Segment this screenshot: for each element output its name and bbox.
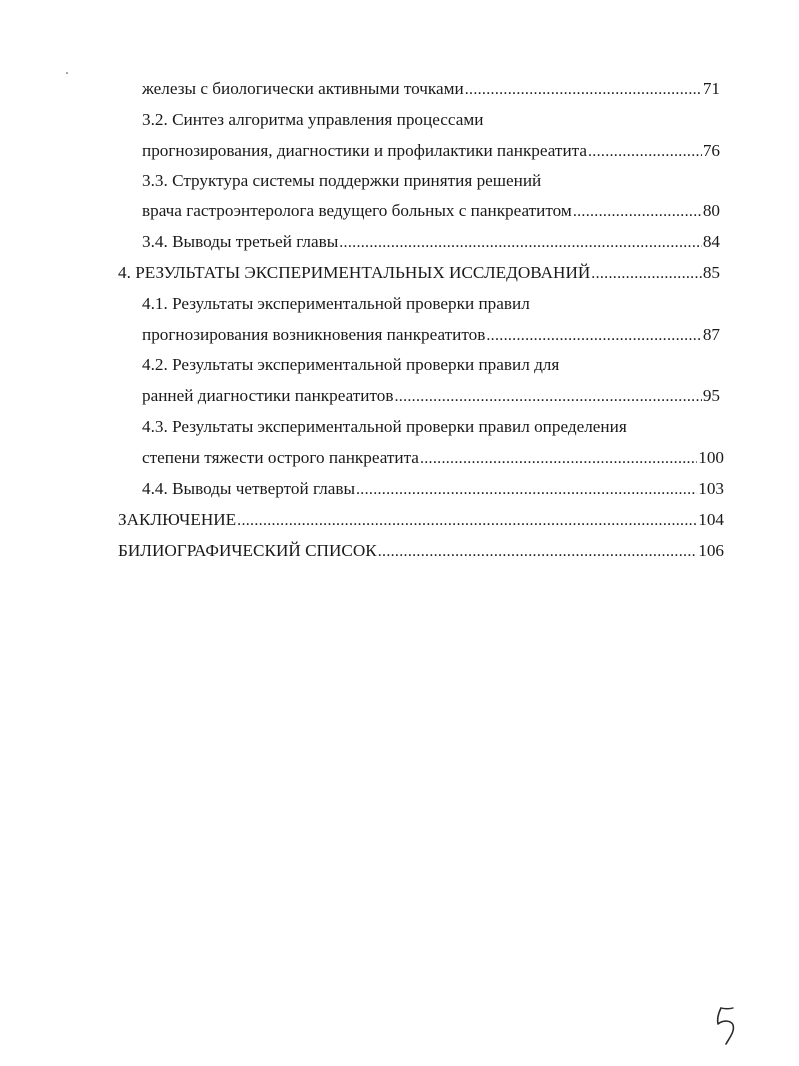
toc-leader-dots <box>356 477 697 503</box>
toc-entry-title: врача гастроэнтеролога ведущего больных с панкреатитом <box>142 201 572 220</box>
toc-entry-title: 4.2. Результаты экспериментальной проверки правил для <box>142 355 560 374</box>
toc-entry-title: прогнозирования, диагностики и профилактики панкреатита <box>142 141 587 160</box>
toc-leader-dots <box>339 230 702 256</box>
handwritten-page-number <box>712 1005 740 1047</box>
toc-entry-title: железы с биологически активными точками <box>142 79 464 98</box>
toc-leader-dots <box>420 446 697 472</box>
toc-entry-title: 4.1. Результаты экспериментальной проверки правил <box>142 294 530 313</box>
toc-chapter-entry <box>118 507 724 533</box>
toc-leader-dots <box>394 384 701 410</box>
toc-entry-title: степени тяжести острого панкреатита <box>142 448 419 467</box>
toc-leader-dots <box>237 508 697 534</box>
toc-chapter-entry <box>118 538 724 564</box>
toc-entry-page: 104 <box>698 510 724 529</box>
toc-entry-title: прогнозирования возникновения панкреатитов <box>142 325 486 344</box>
toc-entry-page: 103 <box>698 479 724 498</box>
toc-entry <box>142 229 720 255</box>
toc-entry-page: 71 <box>702 79 720 98</box>
handwritten-five-glyph <box>712 1005 740 1047</box>
scan-speck <box>66 72 68 74</box>
toc-entry-page: 100 <box>698 448 724 467</box>
toc-entry-page: 80 <box>702 201 720 220</box>
toc-entry-page: 76 <box>702 141 720 160</box>
toc-entry-title: 4. РЕЗУЛЬТАТЫ ЭКСПЕРИМЕНТАЛЬНЫХ ИССЛЕДОВАНИЙ <box>118 263 591 282</box>
toc-chapter-entry <box>118 260 720 286</box>
toc-leader-dots <box>378 539 697 565</box>
toc-entry-title: 4.3. Результаты экспериментальной проверки правил определения <box>142 417 627 436</box>
toc-entry-title: БИЛИОГРАФИЧЕСКИЙ СПИСОК <box>118 541 377 560</box>
toc-leader-dots <box>591 261 702 287</box>
toc-entry-title: ранней диагностики панкреатитов <box>142 386 394 405</box>
toc-entry-page: 87 <box>702 325 720 344</box>
toc-entry-page: 106 <box>698 541 724 560</box>
toc-entry <box>142 76 720 102</box>
toc-leader-dots <box>588 139 702 165</box>
toc-entry-title: 4.4. Выводы четвертой главы <box>142 479 355 498</box>
toc-entry <box>142 322 720 348</box>
toc-leader-dots <box>465 77 702 103</box>
toc-entry <box>142 476 724 502</box>
toc-entry-page: 95 <box>702 386 720 405</box>
toc-entry-title: 3.2. Синтез алгоритма управления процессами <box>142 110 484 129</box>
toc-entry <box>142 198 720 224</box>
toc-entry-title: 3.4. Выводы третьей главы <box>142 232 339 251</box>
toc-entry <box>142 138 720 164</box>
toc-entry-title: 3.3. Структура системы поддержки принятия решений <box>142 171 542 190</box>
toc-entry-page: 85 <box>702 263 720 282</box>
toc-entry <box>142 383 720 409</box>
toc-leader-dots <box>573 199 702 225</box>
toc-entry-title: ЗАКЛЮЧЕНИЕ <box>118 510 237 529</box>
toc-entry-page: 84 <box>702 232 720 251</box>
toc-entry <box>142 445 724 471</box>
toc-leader-dots <box>486 323 701 349</box>
